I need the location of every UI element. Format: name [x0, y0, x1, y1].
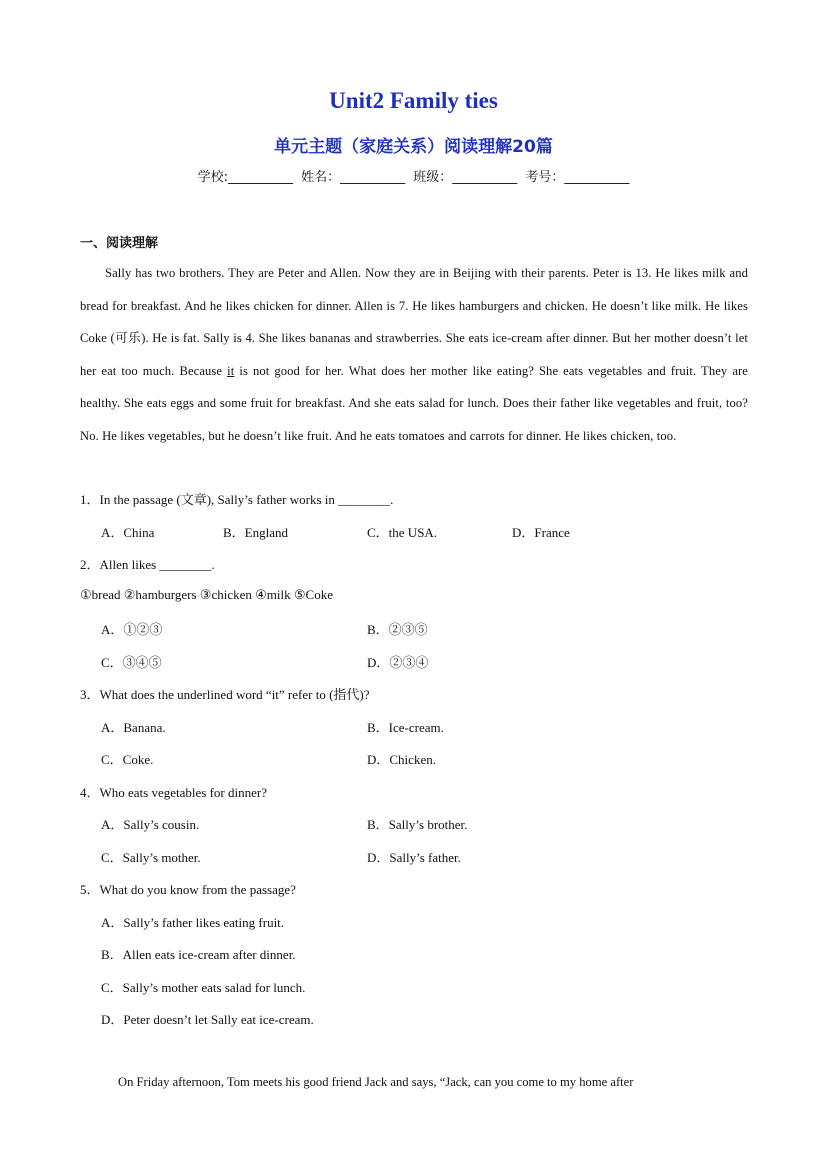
- reading-passage-1: [80, 257, 748, 453]
- q2-option-c: C．③④⑤: [101, 655, 162, 670]
- q4-option-b: B．Sally’s brother.: [367, 817, 468, 832]
- reading-passage-2: On Friday afternoon, Tom meets his good friend Jack and says, “Jack, can you come to my home after: [118, 1075, 634, 1089]
- page-subtitle: 单元主题（家庭关系）阅读理解20篇: [274, 137, 553, 157]
- q3-option-b: B．Ice-cream.: [367, 720, 444, 735]
- q2-option-b: B．②③⑤: [367, 622, 428, 637]
- q3-option-d: D．Chicken.: [367, 752, 436, 767]
- name-field: 姓名：__________: [301, 170, 406, 185]
- q3-option-a: A．Banana.: [101, 720, 166, 735]
- number-field: 考号：__________: [525, 170, 630, 185]
- school-field: 学校:__________: [197, 170, 293, 185]
- q4-option-d: D．Sally’s father.: [367, 850, 461, 865]
- question-2-choices: ①bread ②hamburgers ③chicken ④milk ⑤Coke: [80, 587, 333, 602]
- question-5-stem: 5．What do you know from the passage?: [80, 882, 296, 897]
- class-field: 班级：__________: [413, 170, 518, 185]
- q1-option-c: C．the USA.: [367, 525, 438, 540]
- student-info-line: [0, 166, 827, 185]
- section-heading: 一、阅读理解: [80, 236, 159, 251]
- question-2-stem: 2．Allen likes ________.: [80, 557, 215, 572]
- q1-option-d: D．France: [512, 525, 570, 540]
- question-3-stem: 3．What does the underlined word “it” refer to (指代)?: [80, 687, 370, 702]
- q1-option-b: B．England: [223, 525, 288, 540]
- q4-option-a: A．Sally’s cousin.: [101, 817, 200, 832]
- question-4-stem: 4．Who eats vegetables for dinner?: [80, 785, 267, 800]
- q5-option-a: A．Sally’s father likes eating fruit.: [101, 915, 285, 930]
- passage-text-before: Sally has two brothers. They are Peter and Allen. Now they are in Beijing with their parents. Peter is 13. He likes milk and bread for breakfast. And he likes chicken for dinner. Allen is 7. He likes hamburgers and chicken. He doesn’t like milk. He likes Coke (可乐). He is fat. Sally is 4. She likes bananas and strawberries. She eats ice-cream after dinner. But her mother doesn’t let her eat too much. Because: [80, 266, 748, 378]
- underlined-word: it: [227, 363, 235, 378]
- page-title: Unit2 Family ties: [329, 88, 498, 113]
- q4-option-c: C．Sally’s mother.: [101, 850, 201, 865]
- q5-option-c: C．Sally’s mother eats salad for lunch.: [101, 980, 306, 995]
- passage-text-after: is not good for her. What does her mother like eating? She eats vegetables and fruit. They are healthy. She eats eggs and some fruit for breakfast. And she eats salad for lunch. Does their father like vegetables and fruit, too? No. He likes vegetables, but he doesn’t like fruit. And he eats tomatoes and carrots for dinner. He likes chicken, too.: [80, 363, 748, 443]
- q1-option-a: A．China: [101, 525, 155, 540]
- q3-option-c: C．Coke.: [101, 752, 154, 767]
- q5-option-b: B．Allen eats ice-cream after dinner.: [101, 947, 296, 962]
- q2-option-d: D．②③④: [367, 655, 429, 670]
- q2-option-a: A．①②③: [101, 622, 163, 637]
- q5-option-d: D．Peter doesn’t let Sally eat ice-cream.: [101, 1012, 314, 1027]
- question-1-stem: 1．In the passage (文章), Sally’s father works in ________.: [80, 492, 394, 507]
